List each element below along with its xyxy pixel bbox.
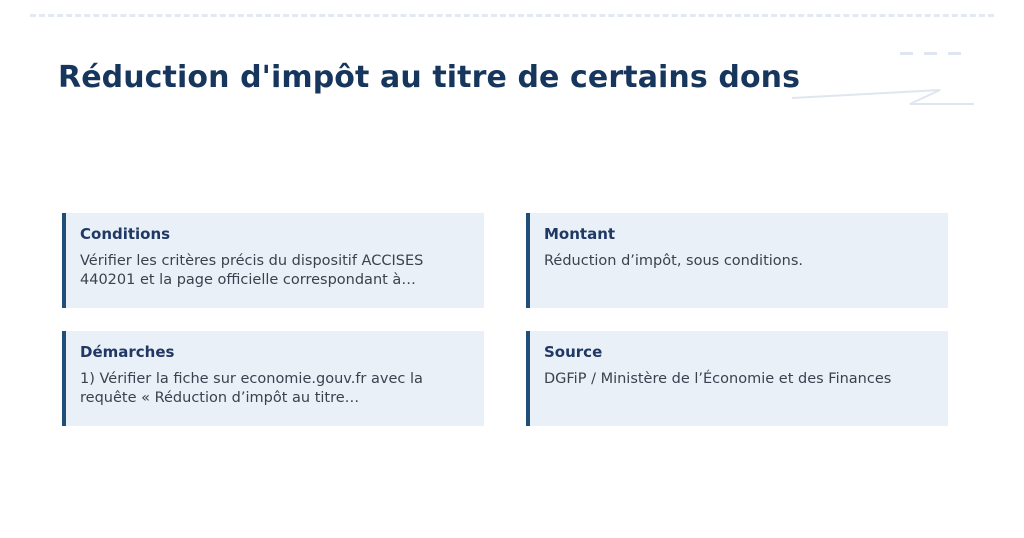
card-heading: Conditions — [80, 225, 171, 243]
card-heading: Démarches — [80, 343, 175, 361]
card-body: DGFiP / Ministère de l’Économie et des Finances — [544, 371, 892, 387]
card-body: Vérifier les critères précis du dispositif ACCISES 440201 et la page officielle correspondant à… — [80, 253, 424, 288]
cards-row-2 — [62, 331, 965, 426]
dot-mark — [948, 52, 961, 55]
card-body: Réduction d’impôt, sous conditions. — [544, 253, 804, 269]
page-title: Réduction d'impôt au titre de certains dons — [58, 60, 801, 96]
dot-mark — [900, 52, 913, 55]
dot-marks-decoration — [900, 52, 970, 60]
card-body: 1) Vérifier la fiche sur economie.gouv.fr avec la requête « Réduction d’impôt au titre… — [80, 371, 423, 406]
card-montant — [526, 213, 948, 308]
card-heading: Montant — [544, 225, 616, 243]
cards-row-1 — [62, 213, 965, 308]
card-demarches — [62, 331, 484, 426]
dot-mark — [924, 52, 937, 55]
card-heading: Source — [544, 343, 603, 361]
top-dashed-rule-decoration — [30, 14, 994, 17]
cards-grid — [62, 213, 965, 426]
arrow-decoration — [790, 80, 976, 118]
card-source — [526, 331, 948, 426]
card-conditions — [62, 213, 484, 308]
